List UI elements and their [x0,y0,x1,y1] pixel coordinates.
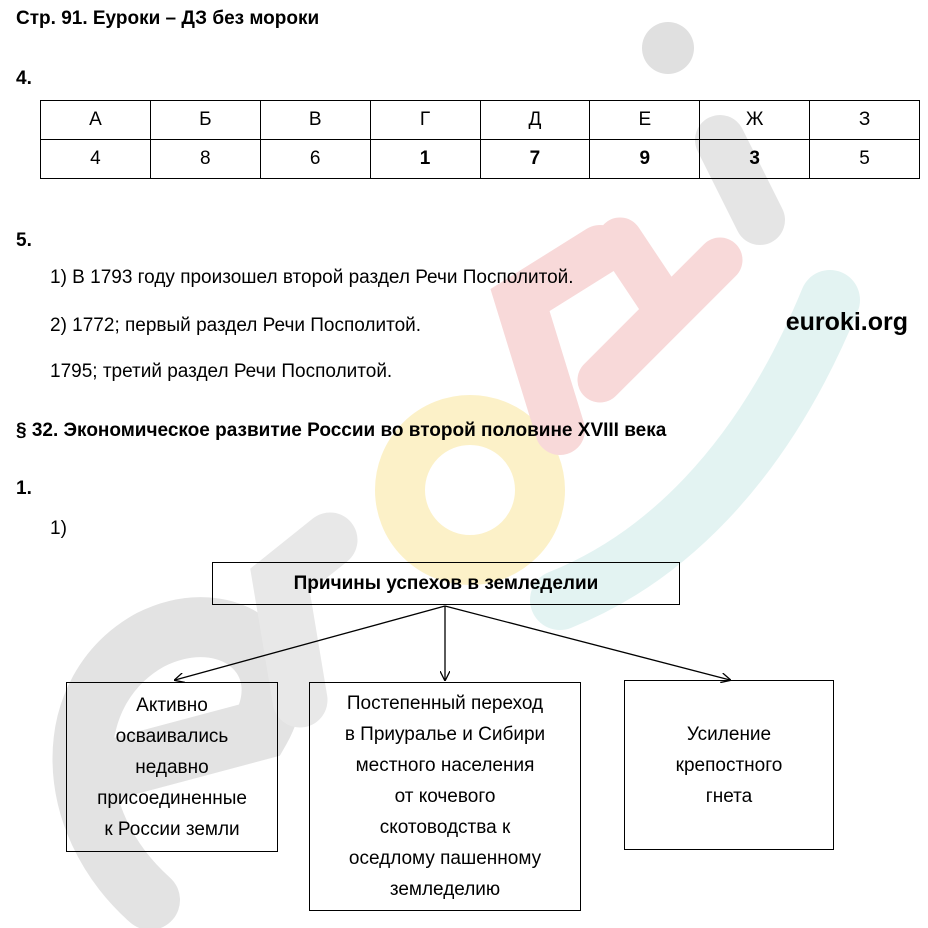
table-cell-value: 8 [150,140,260,179]
diagram-text-line: скотоводства к [379,817,511,838]
diagram-text-line: Активно [136,694,208,716]
task1-sub: 1) [50,518,67,539]
diagram-middle-box [309,682,581,911]
table-cell-value: 4 [41,140,151,179]
arrow-left [175,606,445,680]
diagram-text-line: Усиление [686,723,772,745]
page-title: Стр. 91. Еуроки – ДЗ без мороки [16,8,320,29]
diagram-text-line: недавно [135,756,209,778]
table-cell-letter: А [41,101,151,140]
arrow-right [445,606,730,680]
diagram-right-box [624,680,834,850]
diagram-text-line: оседлому пашенному [348,848,542,869]
task5-line-3: 1795; третий раздел Речи Посполитой. [50,361,393,382]
task1-number: 1. [16,478,32,499]
diagram-text-line: присоединенные [97,787,247,809]
task4-number: 4. [16,68,32,89]
table-cell-value: 5 [810,140,920,179]
table-cell-letter: З [810,101,920,140]
diagram-root-box [212,562,680,605]
diagram-text-line: гнета [705,785,753,807]
table-cell-letter: В [260,101,370,140]
section-title: § 32. Экономическое развитие России во второй половине XVIII века [16,420,667,441]
diagram-text-line: местного населения [355,755,535,776]
site-label: euroki.org [785,308,908,336]
table-cell-letter: Б [150,101,260,140]
task5-number: 5. [16,230,32,251]
diagram-text-line: земледелию [389,879,501,900]
diagram-text-line: от кочевого [394,786,496,807]
diagram-text-line: осваивались [115,725,229,747]
diagram-left-box [66,682,278,852]
task5-line-1: 1) В 1793 году произошел второй раздел Речи Посполитой. [50,267,574,288]
diagram-text-line: к России земли [104,818,240,840]
table-cell-value: 3 [700,140,810,179]
diagram-text-line: Постепенный переход [346,693,544,714]
diagram-text-line: в Приуралье и Сибири [344,724,546,745]
table-cell-value: 6 [260,140,370,179]
table-cell-letter: Е [590,101,700,140]
table-cell-value: 1 [370,140,480,179]
diagram-root-label: Причины успехов в земледелии [293,573,599,594]
task5-line-2: 2) 1772; первый раздел Речи Посполитой. [50,315,422,336]
table-cell-letter: Д [480,101,590,140]
table-cell-letter: Ж [700,101,810,140]
table-cell-letter: Г [370,101,480,140]
table-cell-value: 7 [480,140,590,179]
diagram-text-line: крепостного [675,754,783,776]
table-cell-value: 9 [590,140,700,179]
